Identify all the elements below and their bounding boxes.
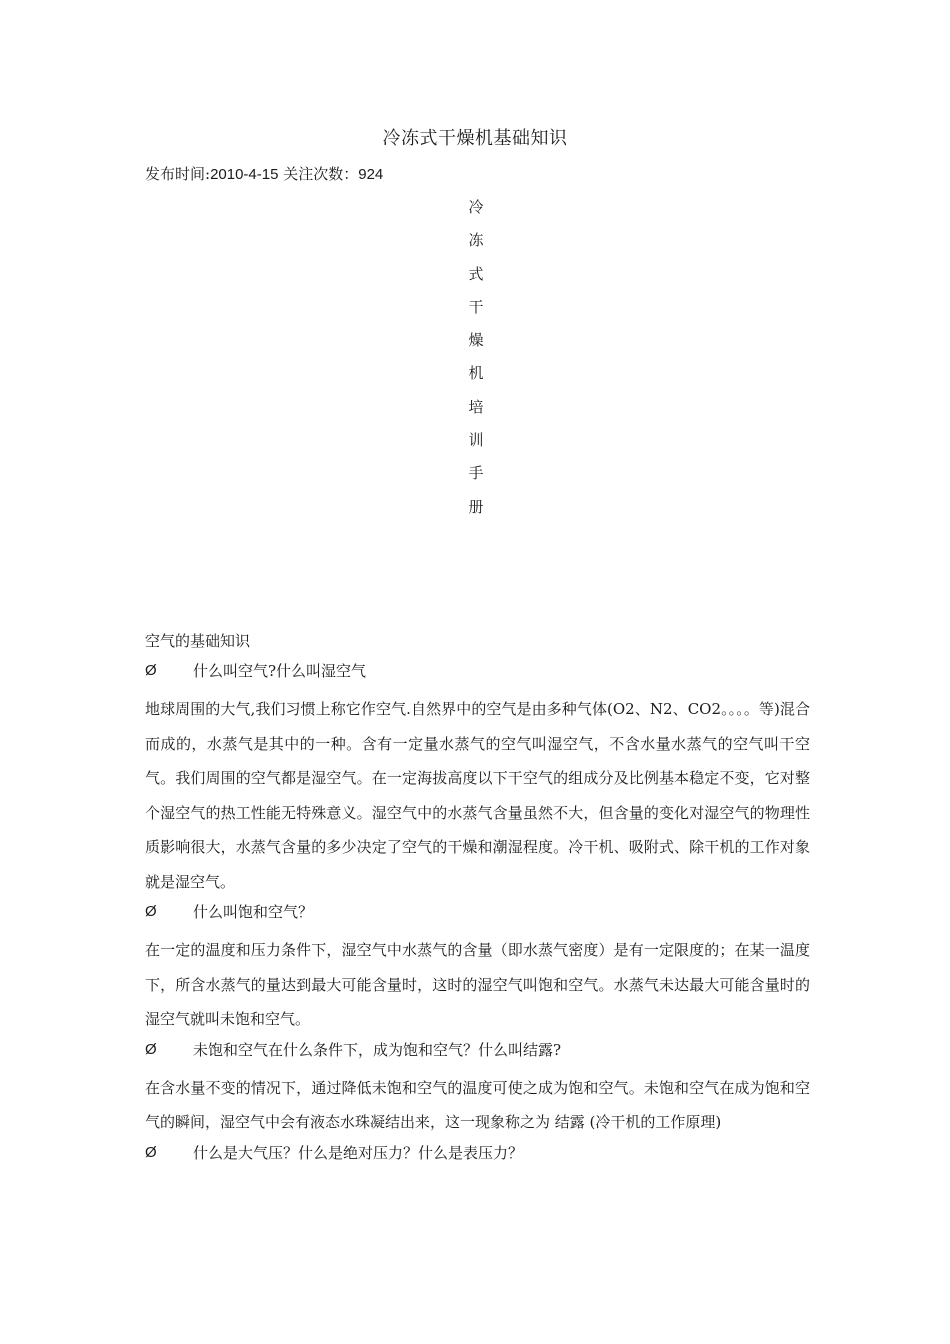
bullet-marker: Ø — [145, 662, 157, 679]
question-item — [145, 899, 810, 933]
vertical-char: 机 — [468, 364, 484, 383]
vertical-char: 干 — [468, 297, 484, 316]
vertical-char: 燥 — [468, 331, 484, 350]
question-item — [145, 658, 810, 692]
bullet-marker: Ø — [145, 1143, 157, 1161]
document-title: 冷冻式干燥机基础知识 — [382, 128, 568, 149]
answer-paragraph: 在含水量不变的情况下，通过降低未饱和空气的温度可使之成为饱和空气。未饱和空气在成为饱和空气的瞬间，湿空气中会有液态水珠凝结出来，这一现象称之为 结露 (冷干机的工作原理) — [145, 1078, 810, 1131]
vertical-char: 培 — [468, 397, 484, 416]
question-text: 什么是大气压？什么是绝对压力？什么是表压力？ — [193, 1143, 524, 1162]
answer-paragraph: 地球周围的大气,我们习惯上称它作空气.自然界中的空气是由多种气体(O2、N2、CO2。。。。等)混合而成的，水蒸气是其中的一种。含有一定量水蒸气的空气叫湿空气，不含水量水蒸气的空气叫干空气。我们周围的空气都是湿空气。在一定海拔高度以下干空气的组成分及比例基本稳定不变，它对整个湿空气的热工性能无特殊意义。湿空气中的水蒸气含量虽然不大，但含量的变化对湿空气的物理性质影响很大，水蒸气含量的多少决定了空气的干燥和潮湿程度。冷干机、吸附式、除干机的工作对象就是湿空气。 — [145, 700, 810, 891]
question-text: 什么叫饱和空气？ — [193, 903, 314, 921]
vertical-title — [466, 196, 486, 529]
publish-label: 发布时间: — [145, 165, 211, 183]
publish-meta — [145, 163, 383, 184]
views-count: 924 — [358, 166, 384, 183]
answer-paragraph: 在一定的温度和压力条件下，湿空气中水蒸气的含量（即水蒸气密度）是有一定限度的；在某一温度下，所含水蒸气的量达到最大可能含量时，这时的湿空气叫饱和空气。水蒸气未达最大可能含量时的湿空气就叫未饱和空气。 — [145, 941, 810, 1028]
section-title: 空气的基础知识 — [145, 632, 251, 650]
document-body — [145, 628, 810, 1174]
bullet-marker: Ø — [145, 903, 157, 920]
vertical-char: 手 — [468, 464, 484, 483]
vertical-char: 册 — [468, 497, 484, 516]
question-item — [145, 1140, 810, 1174]
vertical-char: 冻 — [468, 231, 484, 250]
vertical-char: 训 — [468, 431, 484, 450]
publish-date: 2010-4-15 — [210, 166, 279, 183]
views-label: 关注次数： — [283, 165, 359, 183]
vertical-char: 式 — [468, 264, 484, 283]
question-text: 未饱和空气在什么条件下，成为饱和空气？什么叫结露? — [193, 1040, 562, 1059]
vertical-char: 冷 — [468, 198, 484, 216]
question-text: 什么叫空气?什么叫湿空气 — [193, 662, 367, 680]
question-item — [145, 1037, 810, 1071]
bullet-marker: Ø — [145, 1040, 157, 1058]
